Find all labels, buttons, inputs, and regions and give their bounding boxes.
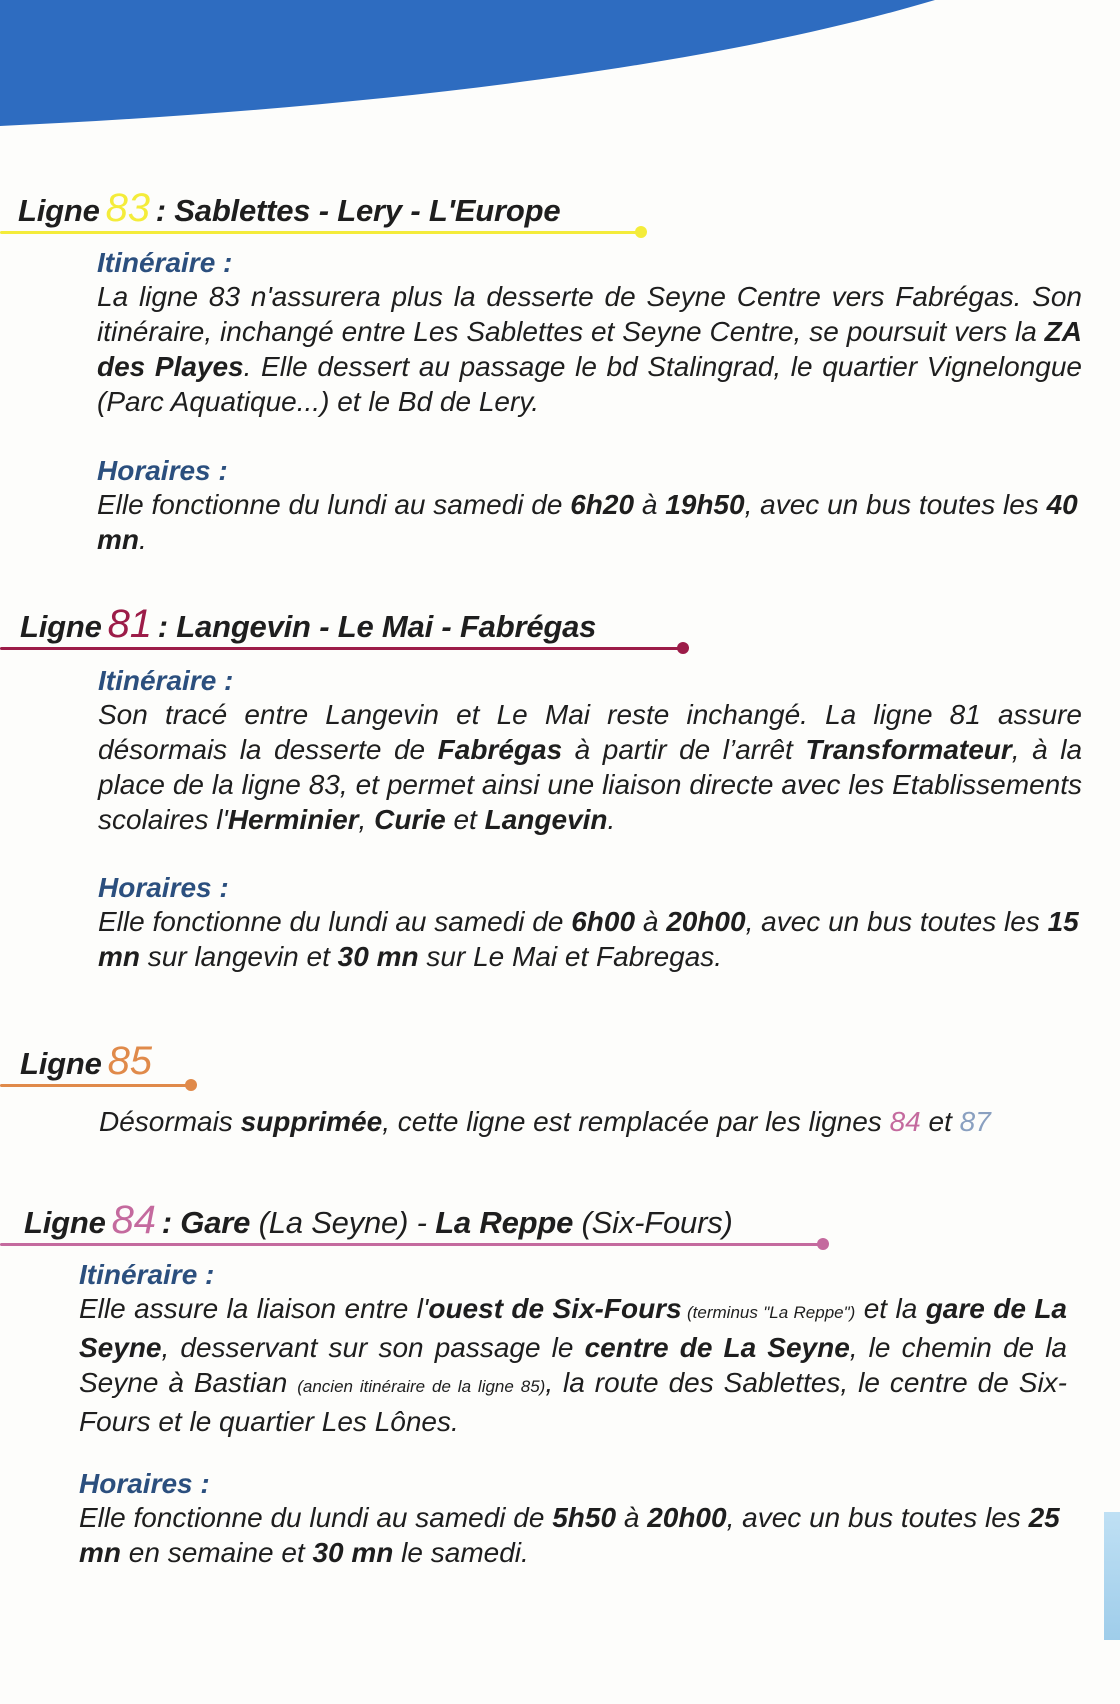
horaires-label: Horaires : (97, 455, 228, 486)
horaires-text: Elle fonctionne du lundi au samedi de 6h20 à 19h50, avec un bus toutes les 40 mn. (97, 489, 1078, 555)
heading-underline-81 (0, 647, 682, 650)
heading-underline-83 (0, 231, 640, 234)
line-number-85: 85 (107, 1039, 152, 1083)
itineraire-text: La ligne 83 n'assurera plus la desserte de Seyne Centre vers Fabrégas. Son itinéraire, inchangé entre Les Sablettes et Seyne Centre, se poursuit vers la ZA des Playes. Elle dessert au passage le bd Stalingrad, le quartier Vignelongue (Parc Aquatique...) et le Bd de Lery. (97, 281, 1082, 417)
heading-ligne-83 (18, 188, 560, 231)
itineraire-text: Elle assure la liaison entre l'ouest de Six-Fours (terminus "La Reppe") et la gare de La Seyne, desservant sur son passage le centre de La Seyne, le chemin de la Seyne à Bastian (ancien itinéraire de la ligne 85), la route des Sablettes, le centre de Six-Fours et le quartier Les Lônes. (79, 1293, 1068, 1437)
heading-prefix: Ligne (20, 1046, 102, 1081)
line-number-81: 81 (107, 602, 152, 646)
horaires-label: Horaires : (79, 1468, 210, 1499)
itineraire-label: Itinéraire : (98, 665, 234, 696)
heading-underline-85 (0, 1084, 190, 1087)
heading-underline-84 (0, 1243, 822, 1246)
horaires-text: Elle fonctionne du lundi au samedi de 6h00 à 20h00, avec un bus toutes les 15 mn sur langevin et 30 mn sur Le Mai et Fabregas. (98, 906, 1079, 972)
heading-prefix: Ligne (20, 609, 102, 644)
side-color-strip (1104, 1512, 1120, 1640)
line-number-83: 83 (105, 186, 150, 230)
heading-route: : Sablettes - Lery - L'Europe (155, 193, 561, 228)
suppression-text: Désormais supprimée, cette ligne est remplacée par les lignes 84 et 87 (99, 1106, 991, 1137)
line-number-84: 84 (111, 1198, 156, 1242)
heading-ligne-85 (20, 1041, 158, 1084)
horaires-text: Elle fonctionne du lundi au samedi de 5h50 à 20h00, avec un bus toutes les 25 mn en semaine et 30 mn le samedi. (79, 1502, 1060, 1568)
heading-prefix: Ligne (18, 193, 100, 228)
heading-ligne-84: Ligne 84 : Gare (La Seyne) - La Reppe (Six-Fours) (24, 1198, 733, 1242)
horaires-label: Horaires : (98, 872, 229, 903)
heading-route: : Langevin - Le Mai - Fabrégas (157, 609, 597, 644)
itineraire-label: Itinéraire : (97, 247, 233, 278)
itineraire-label: Itinéraire : (79, 1259, 215, 1290)
heading-prefix: Ligne (24, 1205, 106, 1240)
header-banner (0, 0, 1120, 140)
itineraire-text: Son tracé entre Langevin et Le Mai reste inchangé. La ligne 81 assure désormais la desserte de Fabrégas à partir de l’arrêt Transformateur, à la place de la ligne 83, et permet ainsi une liaison directe avec les Etablissements scolaires l'Herminier, Curie et Langevin. (98, 699, 1083, 835)
heading-ligne-81 (20, 604, 596, 647)
